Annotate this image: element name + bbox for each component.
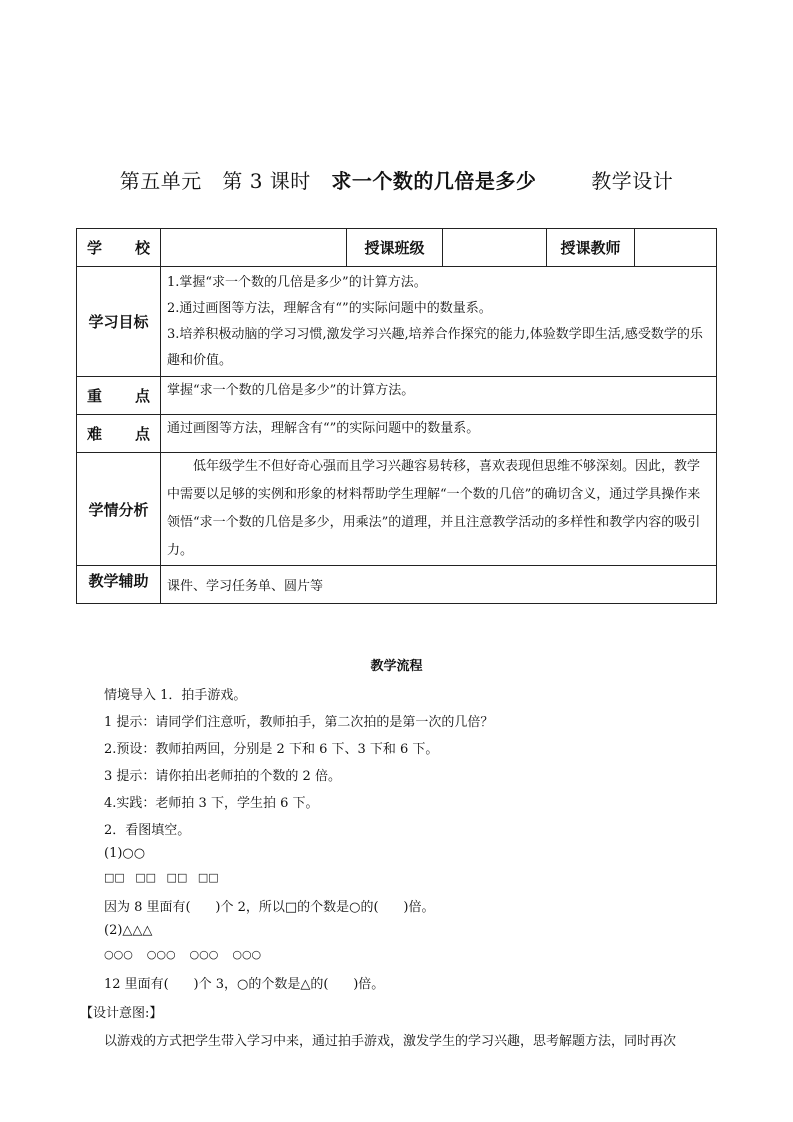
class-label: 授课班级 bbox=[347, 229, 443, 267]
flow-line: 4.实践：老师拍 3 下，学生拍 6 下。 bbox=[104, 796, 319, 811]
goals-cell bbox=[161, 267, 717, 377]
teaching-flow-section bbox=[0, 655, 793, 680]
school-label-char2: 校 bbox=[134, 239, 150, 257]
flow-line: 2.预设：教师拍两回，分别是 2 下和 6 下、3 下和 6 下。 bbox=[104, 742, 439, 757]
table-row-difficulty bbox=[77, 415, 717, 453]
goal-item: 3.培养积极动脑的学习习惯,激发学习兴趣,培养合作探究的能力,体验数学即生活,感受数学的乐趣和价值。 bbox=[167, 326, 703, 368]
title-lesson: 第 3 课时 bbox=[222, 169, 311, 193]
table-row-goals bbox=[77, 267, 717, 377]
flow-line: 12 里面有( )个 3，○的个数是△的( )倍。 bbox=[104, 977, 385, 992]
goal-item: 1.掌握“求一个数的几倍是多少”的计算方法。 bbox=[167, 274, 427, 290]
teacher-value-cell bbox=[635, 229, 717, 267]
difficulty-label-char1: 难 bbox=[87, 425, 103, 443]
title-suffix: 教学设计 bbox=[591, 169, 674, 193]
key-text: 掌握“求一个数的几倍是多少”的计算方法。 bbox=[161, 377, 717, 415]
flow-line: 3 提示：请你拍出老师拍的个数的 2 倍。 bbox=[104, 769, 341, 784]
flow-line: (1)○○ bbox=[104, 846, 146, 861]
analysis-text: 低年级学生不但好奇心强而且学习兴趣容易转移，喜欢表现但思维不够深刻。因此，教学中需要以足够的实例和形象的材料帮助学生理解“一个数的几倍”的确切含义，通过学具操作来领悟“求一个数的几倍是多少，用乘法”的道理，并且注意教学活动的多样性和教学内容的吸引力。 bbox=[167, 459, 701, 558]
flow-line: ○○○ ○○○ ○○○ ○○○ bbox=[104, 948, 262, 961]
design-intent-label: 【设计意图:】 bbox=[80, 1006, 163, 1021]
flow-line: 1 提示：请同学们注意听，教师拍手，第二次拍的是第一次的几倍？ bbox=[104, 715, 494, 730]
flow-line: □□ □□ □□ □□ bbox=[104, 871, 219, 884]
teacher-label: 授课教师 bbox=[547, 229, 635, 267]
key-label-char2: 点 bbox=[134, 387, 150, 405]
design-intent-text: 以游戏的方式把学生带入学习中来，通过拍手游戏，激发学生的学习兴趣，思考解题方法，同时再次 bbox=[104, 1034, 677, 1049]
table-row-analysis bbox=[77, 453, 717, 566]
table-row-key bbox=[77, 377, 717, 415]
key-label-cell bbox=[77, 377, 161, 415]
lesson-info-table bbox=[76, 228, 717, 604]
flow-title: 教学流程 bbox=[370, 659, 423, 674]
difficulty-label-cell bbox=[77, 415, 161, 453]
aids-text: 课件、学习任务单、圆片等 bbox=[161, 566, 717, 604]
table-row-header bbox=[77, 229, 717, 267]
goals-label: 学习目标 bbox=[77, 267, 161, 377]
flow-line: 因为 8 里面有( )个 2，所以□的个数是○的( )倍。 bbox=[104, 900, 435, 915]
flow-line: 情境导入 1．拍手游戏。 bbox=[104, 688, 247, 703]
page-title bbox=[0, 165, 793, 194]
flow-line: (2)△△△ bbox=[104, 923, 153, 938]
title-unit: 第五单元 bbox=[119, 169, 202, 193]
title-topic: 求一个数的几倍是多少 bbox=[331, 169, 537, 193]
difficulty-text: 通过画图等方法，理解含有“”的实际问题中的数量系。 bbox=[161, 415, 717, 453]
aids-label: 教学辅助 bbox=[77, 566, 161, 604]
school-label-char1: 学 bbox=[87, 239, 103, 257]
analysis-label: 学情分析 bbox=[77, 453, 161, 566]
difficulty-label-char2: 点 bbox=[134, 425, 150, 443]
key-label-char1: 重 bbox=[87, 387, 103, 405]
school-label-cell bbox=[77, 229, 161, 267]
goal-item: 2.通过画图等方法，理解含有“”的实际问题中的数量系。 bbox=[167, 300, 492, 316]
flow-line: 2．看图填空。 bbox=[104, 823, 191, 838]
analysis-cell bbox=[161, 453, 717, 566]
table-row-aids bbox=[77, 566, 717, 604]
school-value-cell bbox=[161, 229, 347, 267]
class-value-cell bbox=[443, 229, 547, 267]
